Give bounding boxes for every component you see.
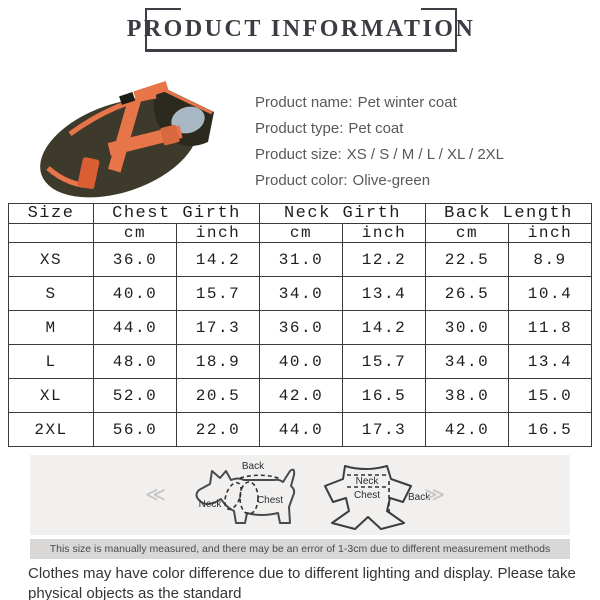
value-cell: 17.3	[177, 311, 260, 345]
value-cell: 14.2	[343, 311, 426, 345]
value-cell: 13.4	[509, 345, 592, 379]
value-cell: 31.0	[260, 243, 343, 277]
table-row	[9, 413, 592, 447]
value-cell: 12.2	[343, 243, 426, 277]
subcol-chest-inch: inch	[177, 224, 260, 243]
col-size-empty	[9, 224, 94, 243]
value-cell: 8.9	[509, 243, 592, 277]
chest-measure-line	[240, 482, 258, 514]
value-cell: 11.8	[509, 311, 592, 345]
product-size-label: Product size:	[255, 146, 342, 163]
value-cell: 15.0	[509, 379, 592, 413]
value-cell: 38.0	[426, 379, 509, 413]
value-cell: 14.2	[177, 243, 260, 277]
size-cell: 2XL	[9, 413, 94, 447]
value-cell: 18.9	[177, 345, 260, 379]
col-size: Size	[9, 204, 94, 224]
table-row	[9, 345, 592, 379]
value-cell: 10.4	[509, 277, 592, 311]
value-cell: 30.0	[426, 311, 509, 345]
dog-back-label: Back	[241, 461, 265, 472]
value-cell: 42.0	[260, 379, 343, 413]
dog-chest-label: Chest	[256, 495, 284, 506]
col-back-length: Back Length	[426, 204, 592, 224]
size-cell: XL	[9, 379, 94, 413]
coat-back-label: Back	[408, 492, 431, 503]
value-cell: 48.0	[94, 345, 177, 379]
value-cell: 36.0	[94, 243, 177, 277]
value-cell: 16.5	[509, 413, 592, 447]
product-details	[255, 90, 504, 194]
value-cell: 15.7	[343, 345, 426, 379]
product-color-label: Product color:	[255, 172, 348, 189]
value-cell: 40.0	[260, 345, 343, 379]
product-type-value: Pet coat	[348, 120, 404, 137]
size-cell: XS	[9, 243, 94, 277]
table-row	[9, 311, 592, 345]
value-cell: 22.5	[426, 243, 509, 277]
product-color-line	[255, 168, 504, 194]
size-cell: L	[9, 345, 94, 379]
size-cell: S	[9, 277, 94, 311]
subcol-neck-cm: cm	[260, 224, 343, 243]
value-cell: 17.3	[343, 413, 426, 447]
measurement-note-text: This size is manually measured, and there may be an error of 1-3cm due to different measurement methods	[49, 543, 551, 555]
value-cell: 44.0	[260, 413, 343, 447]
value-cell: 56.0	[94, 413, 177, 447]
product-color-value: Olive-green	[352, 172, 431, 189]
value-cell: 36.0	[260, 311, 343, 345]
table-row	[9, 277, 592, 311]
value-cell: 13.4	[343, 277, 426, 311]
subcol-back-inch: inch	[509, 224, 592, 243]
value-cell: 26.5	[426, 277, 509, 311]
table-row	[9, 243, 592, 277]
page-title-frame	[126, 10, 476, 52]
value-cell: 52.0	[94, 379, 177, 413]
coat-chest-label: Chest	[353, 490, 381, 501]
value-cell: 15.7	[177, 277, 260, 311]
subcol-neck-inch: inch	[343, 224, 426, 243]
value-cell: 34.0	[260, 277, 343, 311]
prev-arrow-icon[interactable]: ≪	[145, 484, 166, 506]
product-type-line	[255, 116, 504, 142]
value-cell: 40.0	[94, 277, 177, 311]
size-table	[8, 203, 592, 447]
dog-neck-label: Neck	[198, 499, 222, 510]
back-measure-line	[240, 475, 281, 479]
value-cell: 42.0	[426, 413, 509, 447]
measurement-note-banner	[30, 539, 570, 559]
color-note-text: Clothes may have color difference due to different lighting and display. Please take physical objects as the standard	[28, 565, 576, 600]
product-name-label: Product name:	[255, 94, 353, 111]
subcol-back-cm: cm	[426, 224, 509, 243]
product-name-value: Pet winter coat	[357, 94, 457, 111]
coat-neck-label: Neck	[355, 476, 379, 487]
table-header-row	[9, 204, 592, 224]
col-neck-girth: Neck Girth	[260, 204, 426, 224]
value-cell: 44.0	[94, 311, 177, 345]
size-table-container	[8, 203, 592, 447]
col-chest-girth: Chest Girth	[94, 204, 260, 224]
value-cell: 34.0	[426, 345, 509, 379]
value-cell: 16.5	[343, 379, 426, 413]
dog-measurement-diagram	[190, 459, 310, 531]
next-arrow-icon[interactable]: ≫	[424, 484, 445, 506]
table-row	[9, 379, 592, 413]
size-cell: M	[9, 311, 94, 345]
product-size-value: XS / S / M / L / XL / 2XL	[346, 146, 505, 163]
product-name-line	[255, 90, 504, 116]
subcol-chest-cm: cm	[94, 224, 177, 243]
product-type-label: Product type:	[255, 120, 344, 137]
table-subheader-row	[9, 224, 592, 243]
product-size-line	[255, 142, 504, 168]
measurement-diagram-strip	[30, 455, 570, 535]
value-cell: 20.5	[177, 379, 260, 413]
product-photo	[22, 72, 237, 204]
page-title: PRODUCT INFORMATION	[126, 16, 476, 42]
value-cell: 22.0	[177, 413, 260, 447]
